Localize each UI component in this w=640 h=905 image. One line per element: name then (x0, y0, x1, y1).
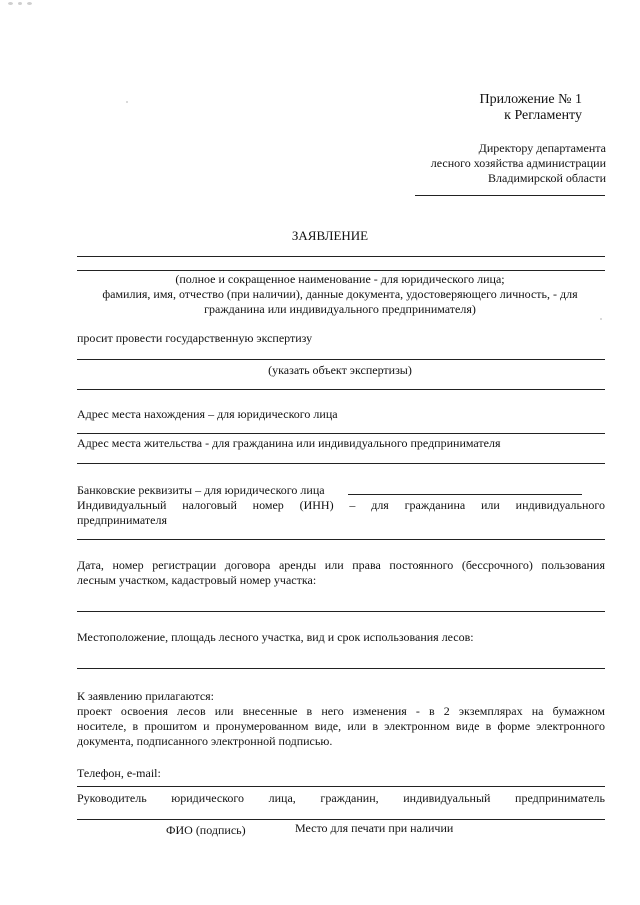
scan-mark (18, 2, 22, 5)
lease-field-line[interactable] (77, 611, 605, 612)
scan-mark (8, 2, 13, 5)
expertise-object-field-line[interactable] (77, 389, 605, 390)
addressee-line-3: Владимирской области (488, 171, 606, 185)
lease-label-line-2: лесным участком, кадастровый номер участка: (77, 573, 317, 587)
request-text: просит провести государственную экспертизу (77, 331, 313, 345)
inn-label-line-2: предпринимателя (77, 513, 167, 527)
bank-details-field-line[interactable] (348, 494, 582, 495)
appendix-title: Приложение № 1 (479, 92, 582, 107)
location-field-line[interactable] (77, 668, 605, 669)
inn-field-line[interactable] (77, 539, 605, 540)
document-title: ЗАЯВЛЕНИЕ (291, 228, 369, 243)
applicant-hint-line-3: гражданина или индивидуального предпринимателя) (204, 302, 476, 316)
signature-field-line[interactable] (77, 819, 605, 820)
address-individual-label: Адрес места жительства - для гражданина или индивидуального предпринимателя (77, 436, 501, 450)
address-legal-label: Адрес места нахождения – для юридического лица (77, 407, 338, 421)
scan-mark (126, 101, 128, 103)
inn-label-line-1: Индивидуальный налоговый номер (ИНН) – для гражданина или индивидуального (77, 498, 605, 512)
address-legal-field-line[interactable] (77, 433, 605, 434)
address-individual-field-line[interactable] (77, 463, 605, 464)
expertise-object-field-line[interactable] (77, 359, 605, 360)
addressee-line-2: лесного хозяйства администрации (430, 156, 606, 170)
phone-email-label: Телефон, e-mail: (77, 766, 161, 780)
attachments-line-3: документа, подписанного электронной подписью. (77, 734, 333, 748)
scan-mark (27, 2, 32, 5)
attachments-line-2: носителе, в прошитом и пронумерованном виде, или в электронном виде в форме электронного (77, 719, 605, 733)
bank-details-label: Банковские реквизиты – для юридического лица (77, 483, 325, 497)
signatory-label: Руководитель юридического лица, гражданин, индивидуальный предприниматель (77, 791, 605, 805)
scan-mark (600, 318, 602, 320)
expertise-hint: (указать объект экспертизы) (268, 363, 412, 377)
attachments-line-1: проект освоения лесов или внесенные в него изменения - в 2 экземплярах на бумажном (77, 704, 605, 718)
stamp-label: Место для печати при наличии (295, 821, 454, 835)
location-label: Местоположение, площадь лесного участка, вид и срок использования лесов: (77, 630, 474, 644)
applicant-hint-line-1: (полное и сокращенное наименование - для юридического лица; (175, 272, 505, 286)
applicant-field-line[interactable] (77, 256, 605, 257)
attachments-title: К заявлению прилагаются: (77, 689, 215, 703)
appendix-subtitle: к Регламенту (504, 108, 582, 123)
addressee-line-1: Директору департамента (478, 141, 606, 155)
fio-signature-label: ФИО (подпись) (166, 823, 246, 837)
phone-email-field-line[interactable] (77, 786, 605, 787)
applicant-hint-line-2: фамилия, имя, отчество (при наличии), данные документа, удостоверяющего личность, - для (102, 287, 578, 301)
lease-label-line-1: Дата, номер регистрации договора аренды или права постоянного (бессрочного) пользования (77, 558, 605, 572)
addressee-signature-line (415, 195, 605, 196)
applicant-field-line[interactable] (77, 270, 605, 271)
